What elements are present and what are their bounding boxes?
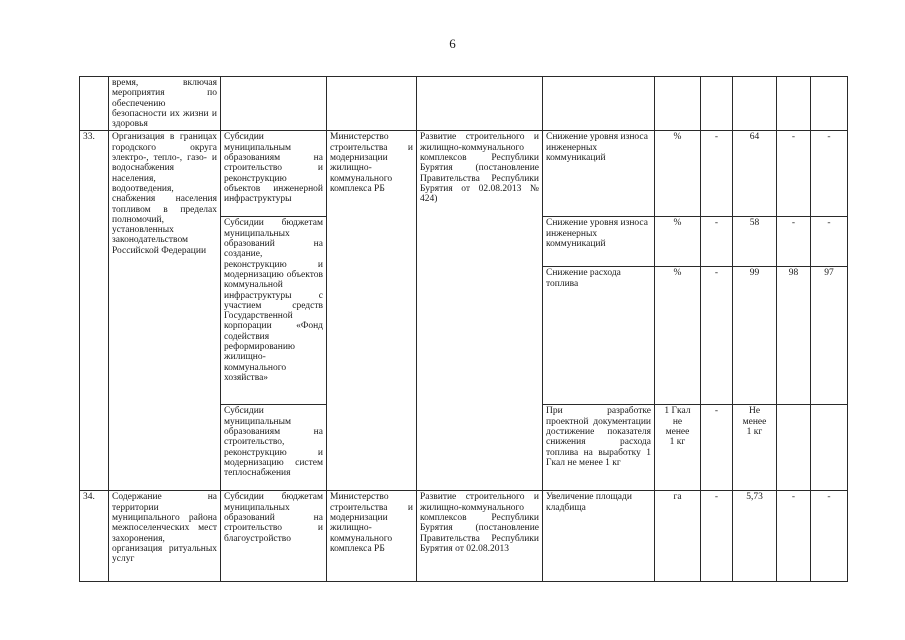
value-cell: 99 xyxy=(733,267,777,405)
page-number: 6 xyxy=(449,36,456,51)
value-cell: - xyxy=(811,217,848,267)
subsidy-cell: Субсидии бюджетам муниципальных образований на создание, реконструкцию и модернизацию объектов коммунальной инфраструктуры с участием средств Государственной корпорации «Фонд содействия реформированию жилищно-коммунального хозяйства» xyxy=(221,217,327,405)
value-cell: - xyxy=(811,131,848,217)
subsidy-cell: Субсидии муниципальным образованиям на строительство, реконструкцию и модернизацию систем теплоснабжения xyxy=(221,405,327,491)
value-cell: - xyxy=(777,131,811,217)
value-cell: - xyxy=(701,405,733,491)
ministry-cell: Министерство строительства и модернизации жилищно-коммунального комплекса РБ xyxy=(327,491,417,582)
program-cell: Развитие строительного и жилищно-коммунального комплексов Республики Бурятия (постановление Правительства Республики Бурятия от 02.08.2013 № 424) xyxy=(417,131,543,491)
row-number-cell: 33. xyxy=(80,131,109,491)
value-cell: - xyxy=(811,491,848,582)
value-cell: 98 xyxy=(777,267,811,405)
unit-cell: 1 Гкал не менее 1 кг xyxy=(655,405,701,491)
indicator-name-cell: Снижение расхода топлива xyxy=(543,267,655,405)
value-cell: - xyxy=(701,217,733,267)
row-number-cell xyxy=(80,77,109,131)
indicator-name-cell: При разработке проектной документации достижение показателя снижения расхода топлива на выработку 1 Гкал не менее 1 кг xyxy=(543,405,655,491)
unit-cell: % xyxy=(655,267,701,405)
value-cell: Не менее 1 кг xyxy=(733,405,777,491)
event-cell: Организация в границах городского округа электро-, тепло-, газо- и водоснабжения населения, водоотведения, снабжения населения топливом в пределах полномочий, установленных законодательством Российской Федерации xyxy=(109,131,221,491)
unit-cell: % xyxy=(655,131,701,217)
indicator-name-cell: Снижение уровня износа инженерных коммуникаций xyxy=(543,131,655,217)
ministry-cell: Министерство строительства и модернизации жилищно-коммунального комплекса РБ xyxy=(327,131,417,491)
event-cell: Содержание на территории муниципального района межпоселенческих мест захоронения, организация ритуальных услуг xyxy=(109,491,221,582)
value-cell: 97 xyxy=(811,267,848,405)
value-cell: - xyxy=(777,217,811,267)
value-cell xyxy=(777,405,811,491)
unit-cell: га xyxy=(655,491,701,582)
unit-cell: % xyxy=(655,217,701,267)
table-row xyxy=(80,77,848,131)
table-row xyxy=(80,131,848,217)
indicator-name-cell: Снижение уровня износа инженерных коммуникаций xyxy=(543,217,655,267)
program-cell: Развитие строительного и жилищно-коммунального комплексов Республики Бурятия (постановление Правительства Республики Бурятия от 02.08.2013 xyxy=(417,491,543,582)
program-table xyxy=(79,76,848,582)
value-cell xyxy=(811,405,848,491)
row-number-cell: 34. xyxy=(80,491,109,582)
value-cell: - xyxy=(701,131,733,217)
table-row xyxy=(80,491,848,582)
value-cell: 58 xyxy=(733,217,777,267)
subsidy-cell: Субсидии муниципальным образованиям на строительство и реконструкцию объектов инженерной инфраструктуры xyxy=(221,131,327,217)
indicator-name-cell: Увеличение площади кладбища xyxy=(543,491,655,582)
event-cell: время, включая мероприятия по обеспечению безопасности их жизни и здоровья xyxy=(109,77,221,131)
value-cell: 64 xyxy=(733,131,777,217)
subsidy-cell: Субсидии бюджетам муниципальных образований на строительство и благоустройство xyxy=(221,491,327,582)
value-cell: - xyxy=(701,491,733,582)
value-cell: - xyxy=(701,267,733,405)
value-cell: 5,73 xyxy=(733,491,777,582)
value-cell: - xyxy=(777,491,811,582)
